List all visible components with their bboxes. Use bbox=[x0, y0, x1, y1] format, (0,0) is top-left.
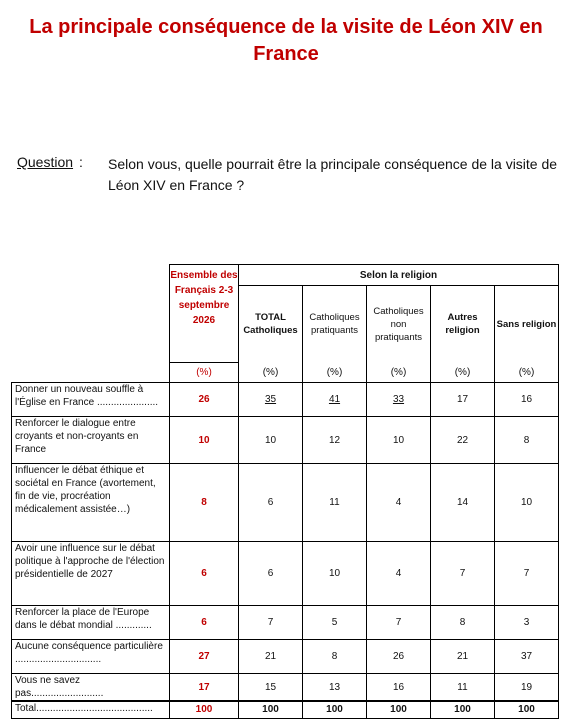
question-colon: : bbox=[79, 154, 83, 170]
value-ensemble: 26 bbox=[170, 383, 239, 417]
row-label: Aucune conséquence particulière ............................... bbox=[12, 640, 170, 674]
value-total-catholiques: 100 bbox=[239, 701, 303, 718]
table-row-total bbox=[12, 701, 559, 718]
col-header-sans-religion: Sans religion bbox=[495, 286, 559, 363]
unit-ensemble: (%) bbox=[170, 363, 239, 383]
value-catholiques-non-pratiquants: 26 bbox=[367, 640, 431, 674]
table-row bbox=[12, 464, 559, 542]
unit-autres-religion: (%) bbox=[431, 363, 495, 383]
value-catholiques-pratiquants: 8 bbox=[303, 640, 367, 674]
value-catholiques-pratiquants: 13 bbox=[303, 674, 367, 702]
value-catholiques-non-pratiquants: 10 bbox=[367, 417, 431, 464]
table-row bbox=[12, 674, 559, 702]
unit-total-catholiques: (%) bbox=[239, 363, 303, 383]
unit-sans-religion: (%) bbox=[495, 363, 559, 383]
col-header-autres-religion: Autres religion bbox=[431, 286, 495, 363]
row-label: Renforcer la place de l'Europe dans le débat mondial ............. bbox=[12, 606, 170, 640]
religion-group-header: Selon la religion bbox=[239, 265, 559, 286]
value-total-catholiques: 6 bbox=[239, 464, 303, 542]
value-autres-religion: 100 bbox=[431, 701, 495, 718]
value-sans-religion: 3 bbox=[495, 606, 559, 640]
row-label: Avoir une influence sur le débat politique à l'approche de l'élection présidentielle de 2027 bbox=[12, 542, 170, 606]
col-header-total-catholiques: TOTAL Catholiques bbox=[239, 286, 303, 363]
value-autres-religion: 21 bbox=[431, 640, 495, 674]
value-total-catholiques: 10 bbox=[239, 417, 303, 464]
value-ensemble: 8 bbox=[170, 464, 239, 542]
value-sans-religion: 7 bbox=[495, 542, 559, 606]
value-catholiques-pratiquants: 100 bbox=[303, 701, 367, 718]
table-row bbox=[12, 606, 559, 640]
value-catholiques-non-pratiquants: 4 bbox=[367, 464, 431, 542]
value-total-catholiques: 7 bbox=[239, 606, 303, 640]
value-catholiques-non-pratiquants: 33 bbox=[367, 383, 431, 417]
unit-catholiques-pratiquants: (%) bbox=[303, 363, 367, 383]
unit-catholiques-non-pratiquants: (%) bbox=[367, 363, 431, 383]
value-ensemble: 6 bbox=[170, 606, 239, 640]
value-autres-religion: 22 bbox=[431, 417, 495, 464]
value-catholiques-pratiquants: 11 bbox=[303, 464, 367, 542]
value-catholiques-non-pratiquants: 100 bbox=[367, 701, 431, 718]
page-title: La principale conséquence de la visite de Léon XIV en France bbox=[29, 16, 543, 65]
value-autres-religion: 7 bbox=[431, 542, 495, 606]
value-catholiques-non-pratiquants: 4 bbox=[367, 542, 431, 606]
value-ensemble: 100 bbox=[170, 701, 239, 718]
value-sans-religion: 16 bbox=[495, 383, 559, 417]
results-table bbox=[11, 264, 559, 719]
value-catholiques-pratiquants: 5 bbox=[303, 606, 367, 640]
value-sans-religion: 8 bbox=[495, 417, 559, 464]
value-ensemble: 10 bbox=[170, 417, 239, 464]
table-row bbox=[12, 417, 559, 464]
value-total-catholiques: 21 bbox=[239, 640, 303, 674]
value-ensemble: 17 bbox=[170, 674, 239, 702]
value-total-catholiques: 6 bbox=[239, 542, 303, 606]
value-sans-religion: 100 bbox=[495, 701, 559, 718]
value-catholiques-pratiquants: 41 bbox=[303, 383, 367, 417]
value-sans-religion: 19 bbox=[495, 674, 559, 702]
value-catholiques-non-pratiquants: 7 bbox=[367, 606, 431, 640]
question-label: Question bbox=[17, 154, 74, 170]
value-ensemble: 6 bbox=[170, 542, 239, 606]
row-label: Renforcer le dialogue entre croyants et non-croyants en France bbox=[12, 417, 170, 464]
value-total-catholiques: 35 bbox=[239, 383, 303, 417]
row-label: Donner un nouveau souffle à l'Église en France ...................... bbox=[12, 383, 170, 417]
question-text: Selon vous, quelle pourrait être la principale conséquence de la visite de Léon XIV en France ? bbox=[108, 156, 558, 193]
value-autres-religion: 14 bbox=[431, 464, 495, 542]
value-catholiques-non-pratiquants: 16 bbox=[367, 674, 431, 702]
value-sans-religion: 10 bbox=[495, 464, 559, 542]
value-autres-religion: 17 bbox=[431, 383, 495, 417]
value-catholiques-pratiquants: 10 bbox=[303, 542, 367, 606]
table-row bbox=[12, 542, 559, 606]
row-label: Total.......................................... bbox=[12, 701, 170, 718]
row-label: Influencer le débat éthique et sociétal en France (avortement, fin de vie, procréation médicalement assistée…) bbox=[12, 464, 170, 542]
value-catholiques-pratiquants: 12 bbox=[303, 417, 367, 464]
table-row bbox=[12, 383, 559, 417]
value-sans-religion: 37 bbox=[495, 640, 559, 674]
col-header-catholiques-non-pratiquants: Catholiques non pratiquants bbox=[367, 286, 431, 363]
value-ensemble: 27 bbox=[170, 640, 239, 674]
col-header-catholiques-pratiquants: Catholiques pratiquants bbox=[303, 286, 367, 363]
value-autres-religion: 8 bbox=[431, 606, 495, 640]
table-row bbox=[12, 640, 559, 674]
value-total-catholiques: 15 bbox=[239, 674, 303, 702]
ensemble-header: Ensemble des Français 2-3 septembre 2026 bbox=[170, 265, 239, 363]
value-autres-religion: 11 bbox=[431, 674, 495, 702]
row-label: Vous ne savez pas.......................... bbox=[12, 674, 170, 702]
header-blank-cell bbox=[12, 265, 170, 383]
